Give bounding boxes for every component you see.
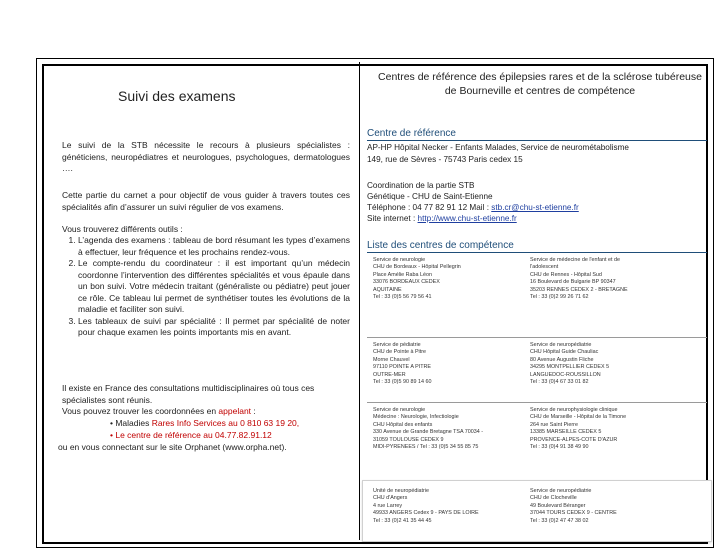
bullet-centre-reference: • Le centre de référence au 04.77.82.91.12 <box>110 430 272 440</box>
centre-tours: Service de neuropédiatrie CHU de Clocheville 49 Boulevard Béranger 37044 TOURS CEDEX 9 - CENTRE Tel : 33 (0)2 47 47 38 02 <box>530 488 617 524</box>
coordination-line-3: Téléphone : 04 77 82 91 12 Mail : stb.cr@chu-st-etienne.fr <box>367 203 579 212</box>
centre-marseille: Service de neurophysiologie clinique CHU de Marseille - Hôpital de la Timone 264 rue Saint Pierre 13385 MARSEILLE CEDEX 5 PROVENCE-ALPES-COTE D'AZUR Tel : 33 (0)4 91 38 49 90 <box>530 407 627 451</box>
consult-paragraph: Il existe en France des consultations multidisciplinaires où tous ces spécialistes sont réunis. <box>62 383 315 405</box>
email-link[interactable]: stb.cr@chu-st-etienne.fr <box>491 203 579 212</box>
tools-intro: Vous trouverez différents outils : <box>62 224 183 234</box>
reference-rule <box>367 140 707 141</box>
online-line: ou en vous connectant sur le site Orphanet (www.orpha.net). <box>58 442 287 452</box>
reference-line-2: 149, rue de Sèvres - 75743 Paris cedex 15 <box>367 155 523 164</box>
bullet-maladies-rares: • Maladies Rares Info Services au 0 810 63 19 20, <box>110 418 300 428</box>
centre-pointe-a-pitre: Service de pédiatrie CHU de Pointe à Pitre Morne Chauvel 97110 POINTE A PITRE OUTRE-MER Tel : 33 (0)5 90 89 14 60 <box>373 342 432 386</box>
tool-item: 2. Le compte-rendu du coordinateur : il est important qu’un médecin coordonne l’intervention des différentes spécialités et vous épaule dans un bon suivi. Votre médecin traitant (généraliste ou pédiatre) peut jouer ce rôle. Ce tableau lui permet de synthétiser toutes les évolutions de la maladie et faciliter son suivi. <box>78 258 350 316</box>
centre-bordeaux: Service de neurologie CHU de Bordeaux - Hôpital Pellegrin Place Amélie Raba Léon 33076 BORDEAUX CEDEX AQUITAINE Tel : 33 (0)5 56 79 56 41 <box>373 257 461 301</box>
left-title: Suivi des examens <box>118 88 236 104</box>
row-separator <box>367 402 707 403</box>
list-heading: Liste des centres de compétence <box>367 240 514 251</box>
coordination-line-4: Site internet : http://www.chu-st-etienne.fr <box>367 214 517 223</box>
coordination-line-1: Coordination de la partie STB <box>367 181 475 190</box>
purpose-paragraph: Cette partie du carnet a pour objectif de vous guider à travers toutes ces spécialités afin d’assurer un suivi régulier de vos examens. <box>62 190 350 212</box>
find-line: Vous pouvez trouver les coordonnées en appelant : <box>62 406 256 416</box>
column-divider <box>359 62 360 540</box>
tool-item: 3. Les tableaux de suivi par spécialité : Il permet par spécialité de noter pour chaque examen les points importants mis en avant. <box>78 316 350 339</box>
right-title: Centres de référence des épilepsies rares et de la sclérose tubéreuse de Bourneville et centres de compétence <box>378 71 702 97</box>
reference-heading: Centre de référence <box>367 128 456 139</box>
centre-angers: Unité de neuropédiatrie CHU d'Angers 4 rue Larrey 49933 ANGERS Cedex 9 - PAYS DE LOIRE Tel : 33 (0)2 41 35 44 45 <box>373 488 479 524</box>
coordination-line-2: Génétique - CHU de Saint-Etienne <box>367 192 493 201</box>
website-link[interactable]: http://www.chu-st-etienne.fr <box>417 214 517 223</box>
centre-toulouse: Service de neurologie Médecine : Neurologie, Infectiologie CHU Hôpital des enfants 330 Avenue de Grande Bretagne TSA 70034 - 31059 TOULOUSE CEDEX 9 MIDI-PYRENEES / Tel : 33 (0)5 34 55 85 75 <box>373 407 484 451</box>
tools-list <box>62 235 350 339</box>
centre-rennes: Service de médecine de l'enfant et de l'adolescent CHU de Rennes - Hôpital Sud 16 Boulevard de Bulgarie BP 90347 35203 RENNES CEDEX 2 - BRETAGNE Tel : 33 (0)2 99 26 71 62 <box>530 257 628 301</box>
list-rule <box>367 252 707 253</box>
reference-line-1: AP-HP Hôpital Necker - Enfants Malades, Service de neurométabolisme <box>367 143 629 152</box>
intro-paragraph: Le suivi de la STB nécessite le recours à plusieurs spécialistes : généticiens, neuropédiatres et neurologues, psychologues, dermatologues …. <box>62 140 350 173</box>
tool-item: 1. L’agenda des examens : tableau de bord résumant les types d’examens à effectuer, leur fréquence et les prochains rendez-vous. <box>78 235 350 258</box>
row-separator <box>367 337 707 338</box>
centre-montpellier: Service de neuropédiatrie CHU Hôpital Guide Chauliac 80 Avenue Augustin Fliche 34295 MONTPELLIER CEDEX 5 LANGUEDOC-ROUSSILLON Tel : 33 (0)4 67 33 01 82 <box>530 342 610 386</box>
